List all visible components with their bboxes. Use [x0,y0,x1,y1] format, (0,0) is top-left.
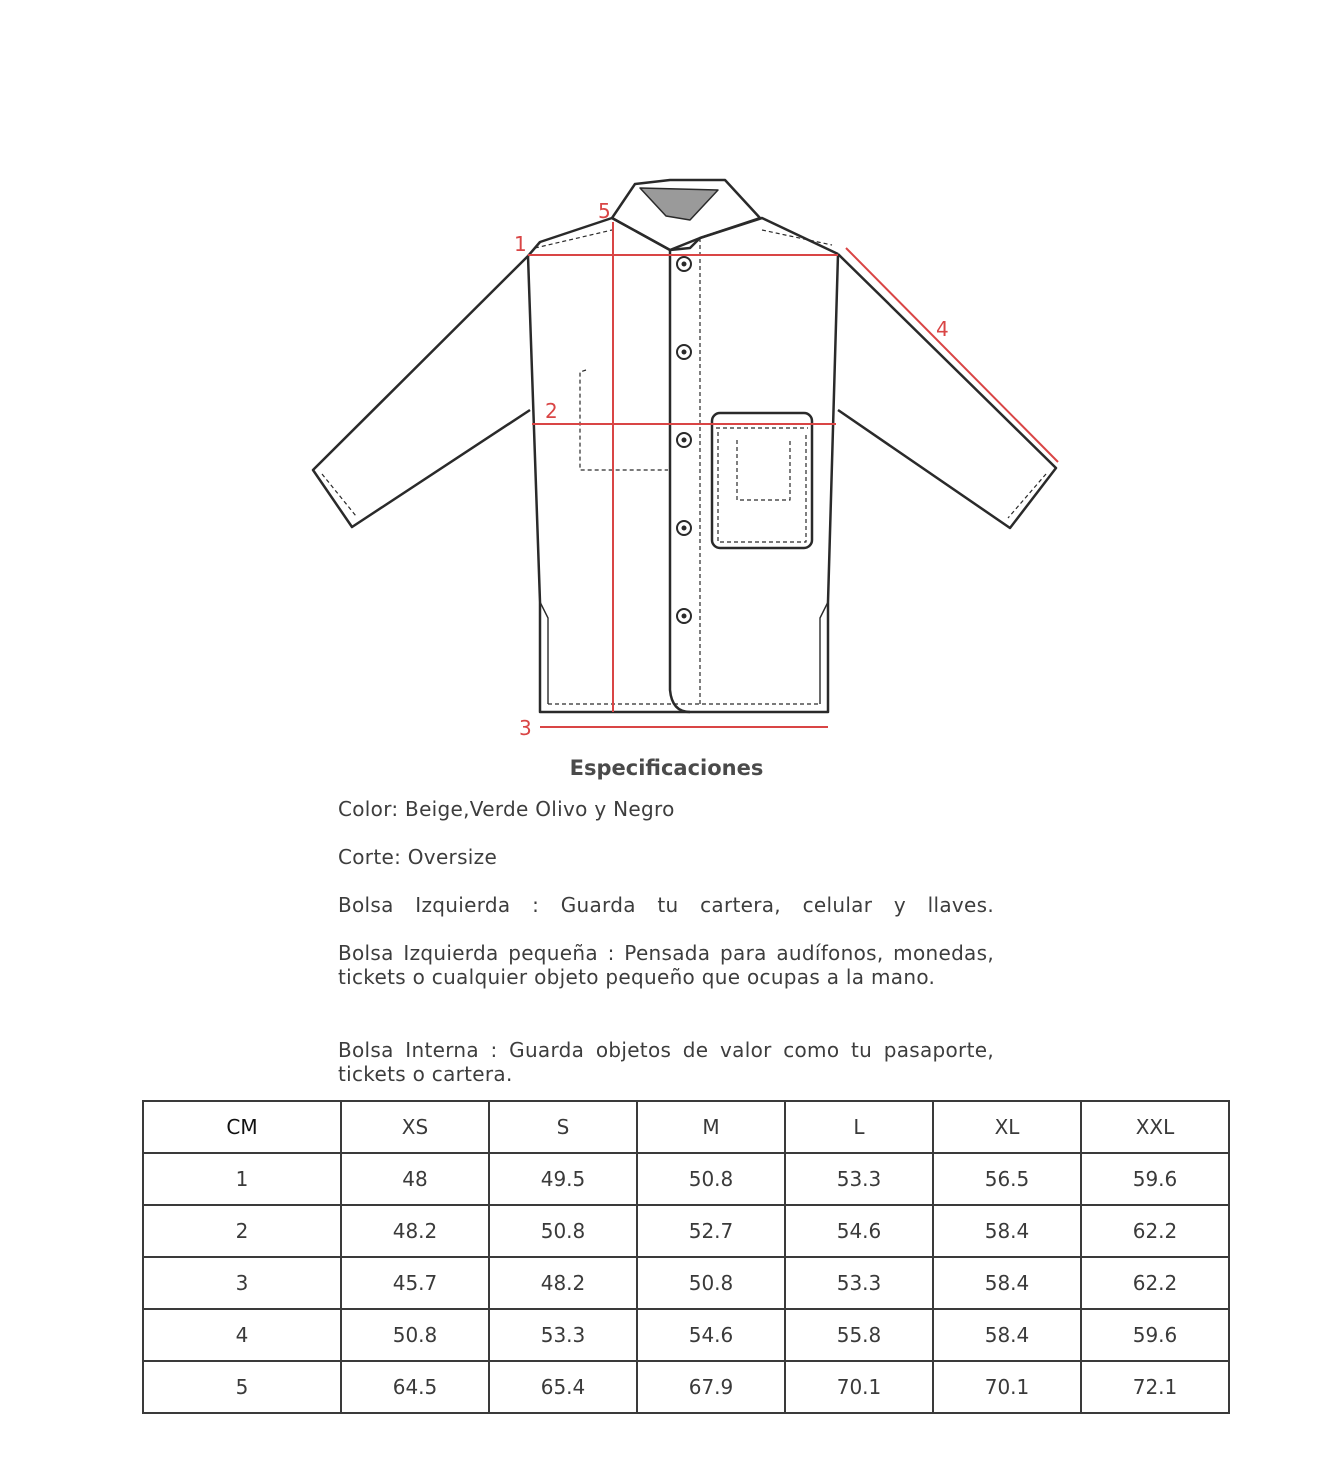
table-cell: 54.6 [785,1205,933,1257]
spec-color: Color: Beige,Verde Olivo y Negro [338,797,675,821]
shirt-body [528,254,838,712]
size-table-header [143,1101,1229,1153]
chest-pocket [712,413,812,548]
right-sleeve [838,254,1056,528]
table-cell: 64.5 [341,1361,489,1413]
table-cell: 1 [143,1153,341,1205]
table-cell: 62.2 [1081,1257,1229,1309]
table-cell: 48.2 [341,1205,489,1257]
measure-label-3: 3 [519,716,532,740]
measure-line-4 [846,248,1058,462]
table-row [143,1153,1229,1205]
header-cell-cm: CM [143,1101,341,1153]
table-cell: 59.6 [1081,1153,1229,1205]
table-cell: 55.8 [785,1309,933,1361]
table-cell: 58.4 [933,1257,1081,1309]
table-cell: 50.8 [341,1309,489,1361]
measure-label-2: 2 [545,399,558,423]
header-cell-xs: XS [341,1101,489,1153]
table-cell: 48 [341,1153,489,1205]
table-cell: 65.4 [489,1361,637,1413]
table-cell: 70.1 [785,1361,933,1413]
table-cell: 45.7 [341,1257,489,1309]
table-cell: 2 [143,1205,341,1257]
header-cell-xxl: XXL [1081,1101,1229,1153]
measure-label-4: 4 [936,317,949,341]
table-cell: 54.6 [637,1309,785,1361]
table-cell: 4 [143,1309,341,1361]
table-cell: 53.3 [785,1257,933,1309]
measure-label-5: 5 [598,199,611,223]
table-cell: 70.1 [933,1361,1081,1413]
table-cell: 58.4 [933,1309,1081,1361]
table-cell: 50.8 [637,1153,785,1205]
table-cell: 72.1 [1081,1361,1229,1413]
table-cell: 3 [143,1257,341,1309]
header-cell-s: S [489,1101,637,1153]
table-row [143,1205,1229,1257]
table-row [143,1309,1229,1361]
table-cell: 50.8 [637,1257,785,1309]
specs-title: Especificaciones [569,756,764,780]
spec-corte: Corte: Oversize [338,845,498,869]
table-cell: 52.7 [637,1205,785,1257]
table-cell: 50.8 [489,1205,637,1257]
inner-pocket [580,370,668,470]
table-cell: 62.2 [1081,1205,1229,1257]
measure-label-1: 1 [514,232,527,256]
table-cell: 67.9 [637,1361,785,1413]
header-cell-m: M [637,1101,785,1153]
left-sleeve [313,256,530,527]
header-cell-l: L [785,1101,933,1153]
table-cell: 59.6 [1081,1309,1229,1361]
spec-bolsa-pequena: Bolsa Izquierda pequeña : Pensada para audífonos, monedas, tickets o cualquier objeto pequeño que ocupas a la mano. [338,941,994,989]
spec-bolsa-interna: Bolsa Interna : Guarda objetos de valor como tu pasaporte, tickets o cartera. [338,1038,994,1086]
table-cell: 56.5 [933,1153,1081,1205]
table-row [143,1257,1229,1309]
table-cell: 5 [143,1361,341,1413]
table-cell: 53.3 [489,1309,637,1361]
size-table [142,1100,1230,1414]
table-cell: 53.3 [785,1153,933,1205]
table-cell: 49.5 [489,1153,637,1205]
spec-bolsa-izquierda: Bolsa Izquierda : Guarda tu cartera, celular y llaves. [338,893,994,917]
table-row [143,1361,1229,1413]
placket [670,250,690,712]
header-cell-xl: XL [933,1101,1081,1153]
table-cell: 48.2 [489,1257,637,1309]
table-cell: 58.4 [933,1205,1081,1257]
